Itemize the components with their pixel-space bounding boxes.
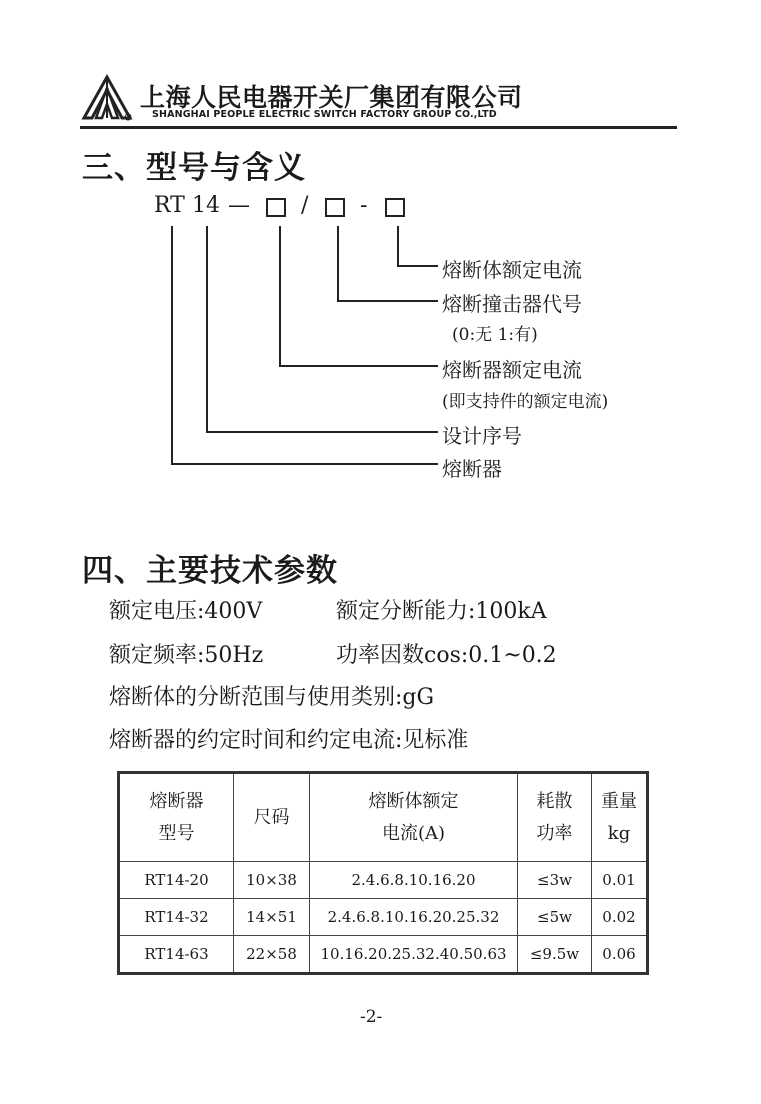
table-header-weight: 重量 kg [592,773,648,862]
table-header-dissipation: 耗散 功率 [518,773,592,862]
legend-holder-note: (即支持件的额定电流) [442,392,609,412]
model-dash-2: - [360,193,368,218]
table-row: RT14-32 14×51 2.4.6.8.10.16.20.25.32 ≤5w 0.02 [119,899,648,936]
param-power-factor: 功率因数cos:0.1~0.2 [336,643,557,668]
page-number: -2- [360,1007,383,1027]
model-slash: / [301,193,309,218]
legend-striker-note: (0:无 1:有) [452,325,538,345]
table-header-model: 熔断器 型号 [119,773,234,862]
legend-link-rated-current: 熔断体额定电流 [442,258,582,282]
company-name-cn: 上海人民电器开关厂集团有限公司 [140,83,523,112]
legend-striker-code: 熔断撞击器代号 [442,292,582,316]
spec-table [117,771,649,975]
legend-fuse: 熔断器 [442,457,502,481]
legend-fuse-rated-current: 熔断器额定电流 [442,358,582,382]
legend-design-serial: 设计序号 [442,424,522,448]
param-breaking-category: 熔断体的分断范围与使用类别:gG [109,685,435,710]
table-header-row [119,773,648,862]
param-rated-voltage: 额定电压:400V [109,599,263,624]
table-row: RT14-20 10×38 2.4.6.8.10.16.20 ≤3w 0.01 [119,862,648,899]
model-prefix: RT [154,193,185,218]
param-conventional-time: 熔断器的约定时间和约定电流:见标准 [109,728,469,753]
company-name-en: SHANGHAI PEOPLE ELECTRIC SWITCH FACTORY GROUP CO.,LTD [152,109,497,120]
param-breaking-capacity: 额定分断能力:100kA [336,599,547,624]
model-series: 14 [192,193,220,218]
table-header-rated-current: 熔断体额定 电流(A) [310,773,518,862]
param-rated-frequency: 额定频率:50Hz [109,643,264,668]
model-dash-1: — [228,193,250,218]
model-leader-lines [0,0,761,520]
table-header-size: 尺码 [234,773,310,862]
section-title-model-meaning: 三、型号与含义 [82,150,306,186]
table-row: RT14-63 22×58 10.16.20.25.32.40.50.63 ≤9.5w 0.06 [119,936,648,974]
section-title-tech-params: 四、主要技术参数 [82,553,338,589]
